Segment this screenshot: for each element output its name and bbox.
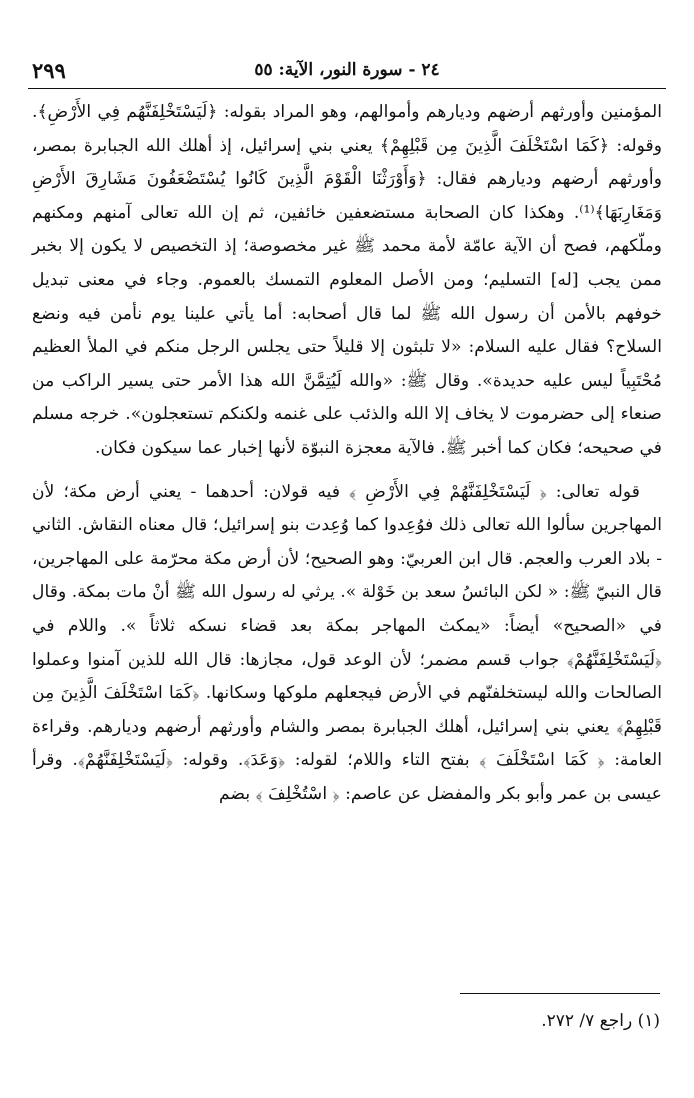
footnote-divider [460, 993, 660, 994]
paragraph: قوله تعالى: ﴿ لَيَسْتَخْلِفَنَّهُمْ فِي الأَرْضِ ﴾ فيه قولان: أحدهما - يعني أرض مكة؛ لأن المهاجرين سألوا الله تعالى ذلك فوُعِدوا كما وُعِدت بنو إسرائيل؛ قال معناه النقاش. الثاني - بلاد العرب والعجم. قال ابن العربيّ: وهو الصحيح؛ لأن أرض مكة محرّمة على المهاجرين، قال النبيّ ﷺ: « لكن البائسُ سعد بن خَوْلة ». يرثي له رسول الله ﷺ أنْ مات بمكة. وقال في «الصحيح» أيضاً: «يمكث المهاجر بمكة بعد قضاء نسكه ثلاثاً ». واللام في ﴿لَيَسْتَخْلِفَنَّهُمْ﴾ جواب قسم مضمر؛ لأن الوعد قول، مجازها: قال الله للذين آمنوا وعملوا الصالحات والله ليستخلفنّهم في الأرض فيجعلهم ملوكها وسكانها. ﴿كَمَا اسْتَخْلَفَ الَّذِينَ مِن قَبْلِهِمْ﴾ يعني بني إسرائيل، أهلك الجبابرة بمصر والشام وأورثهم أرضهم وديارهم. وقراءة العامة: ﴿ كَمَا اسْتَخْلَفَ ﴾ بفتح التاء واللام؛ لقوله: ﴿وَعَدَ﴾. وقوله: ﴿لَيَسْتَخْلِفَنَّهُمْ﴾. وقرأ عيسى بن عمر وأبو بكر والمفضل عن عاصم: ﴿ اسْتُخْلِفَ ﴾ بضم [32, 481, 662, 804]
footnote: (١) راجع ٧/ ٢٧٢. [541, 1011, 660, 1031]
page-header [28, 58, 666, 90]
header-divider [28, 88, 666, 89]
main-text [32, 96, 662, 811]
page-title: ٢٤ - سورة النور، الآية: ٥٥ [254, 60, 440, 80]
paragraph: المؤمنين وأورثهم أرضهم وديارهم وأموالهم، وهو المراد بقوله: ﴿لَيَسْتَخْلِفَنَّهُم فِي الأَرْضِ﴾. وقوله: ﴿كَمَا اسْتَخْلَفَ الَّذِينَ مِن قَبْلِهِمْ﴾ يعني بني إسرائيل، إذ أهلك الله الجبابرة بمصر، وأورثهم أرضهم وديارهم فقال: ﴿وَأَوْرَثْنَا الْقَوْمَ الَّذِينَ كَانُوا يُسْتَضْعَفُونَ مَشَارِقَ الأَرْضِ وَمَغَارِبَهَا﴾⁽¹⁾. وهكذا كان الصحابة مستضعفين خائفين، ثم إن الله تعالى آمنهم ومكنهم وملّكهم، فصح أن الآية عامّة لأمة محمد ﷺ غير مخصوصة؛ إذ التخصيص لا يكون إلا بخبر ممن يجب [له] التسليم؛ ومن الأصل المعلوم التمسك بالعموم. وجاء في معنى تبديل خوفهم بالأمن أن رسول الله ﷺ لما قال أصحابه: أما يأتي علينا يوم نأمن فيه ونضع السلاح؟ فقال عليه السلام: «لا تلبثون إلا قليلاً حتى يجلس الرجل منكم في الملأ العظيم مُحْتَبِياً ليس عليه حديدة». وقال ﷺ: «والله لَيُتِمَّنَّ الله هذا الأمر حتى يسير الراكب من صنعاء إلى حضرموت لا يخاف إلا الله والذئب على غنمه ولكنكم تستعجلون». خرجه مسلم في صحيحه؛ فكان كما أخبر ﷺ. فالآية معجزة النبوّة لأنها إخبار عما سيكون فكان. [32, 102, 662, 458]
page-number: ٢٩٩ [32, 58, 66, 83]
